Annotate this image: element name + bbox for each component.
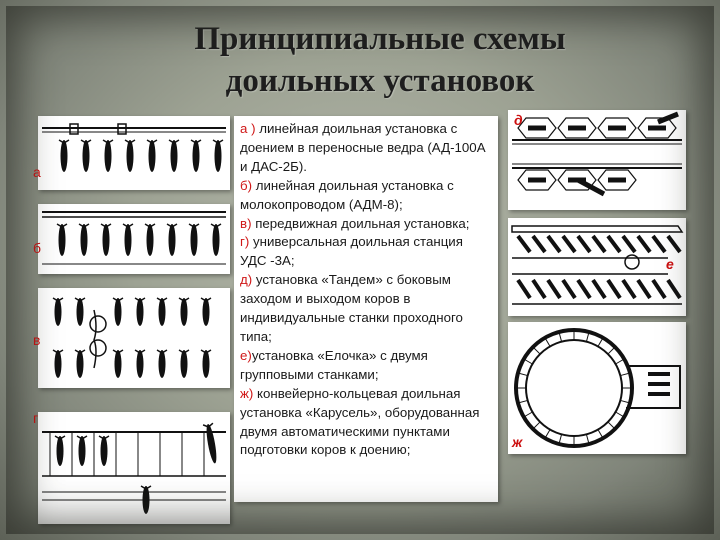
scheme-b-drawing — [38, 204, 230, 274]
scheme-panel-e — [508, 218, 686, 316]
cow-figure — [157, 298, 167, 326]
scheme-d-label: д — [514, 112, 523, 128]
description-marker: е) — [240, 347, 252, 363]
cow-figure — [201, 298, 211, 326]
cow-figure — [135, 298, 145, 326]
cow-figure — [179, 298, 189, 326]
cow-figure — [213, 140, 223, 172]
description-text: универсальная доильная станция УДС -3А; — [240, 234, 463, 269]
scheme-v-drawing — [38, 288, 230, 388]
title-line-2: доильных установок — [225, 63, 535, 99]
scheme-panel-b — [33, 204, 230, 274]
description-text: установка «Елочка» с двумя групповыми станками; — [240, 347, 428, 382]
cow-figure — [211, 224, 221, 256]
cow-figure — [169, 140, 179, 172]
cow-figure — [157, 350, 167, 378]
scheme-zh-drawing — [508, 322, 686, 454]
description-item — [240, 347, 492, 385]
scheme-d-drawing — [508, 110, 686, 210]
description-item — [240, 215, 492, 234]
cow-figure — [189, 224, 199, 256]
description-text: передвижная доильная установка; — [251, 215, 470, 231]
slide-title — [120, 18, 640, 102]
cow-figure — [59, 140, 69, 172]
cow-figure — [145, 224, 155, 256]
cow-figure — [55, 436, 65, 466]
scheme-g-label: г — [33, 410, 39, 426]
description-item — [240, 177, 492, 215]
scheme-v-label: в — [33, 332, 41, 348]
cow-figure — [113, 298, 123, 326]
description-marker: ж) — [240, 385, 254, 401]
description-box — [234, 116, 498, 502]
scheme-e-label: е — [666, 256, 674, 272]
scheme-b-label: б — [33, 240, 42, 256]
description-marker: в) — [240, 215, 252, 231]
description-item — [240, 271, 492, 347]
cow-figure — [99, 436, 109, 466]
cow-figure — [77, 436, 87, 466]
cow-figure — [147, 140, 157, 172]
description-text: установка «Тандем» с боковым заходом и выходом коров в индивидуальные станки проходного типа; — [240, 272, 463, 344]
title-line-1: Принципиальные схемы — [194, 21, 566, 57]
description-item — [240, 120, 492, 177]
cow-figure — [103, 140, 113, 172]
scheme-a-label: а — [33, 164, 41, 180]
description-text: линейная доильная установка с молокопроводом (АДМ-8); — [240, 177, 454, 212]
cow-figure — [201, 350, 211, 378]
scheme-e-drawing — [508, 218, 686, 316]
scheme-panel-g — [33, 410, 230, 524]
cow-figure — [113, 350, 123, 378]
cow-figure — [79, 224, 89, 256]
description-text: конвейерно-кольцевая доильная установка «Карусель», оборудованная двумя автоматическими пунктами подготовки коров к доению; — [240, 385, 480, 458]
scheme-panel-zh — [508, 322, 686, 454]
cow-figure — [167, 224, 177, 256]
cow-figure — [75, 350, 85, 378]
cow-figure — [141, 486, 151, 514]
description-item — [240, 385, 492, 461]
description-item — [240, 233, 492, 271]
description-marker: б) — [240, 177, 253, 193]
description-marker: г) — [240, 234, 250, 250]
cow-figure — [53, 350, 63, 378]
cow-figure — [53, 298, 63, 326]
description-marker: д) — [240, 272, 253, 288]
cow-figure — [101, 224, 111, 256]
scheme-panel-v — [33, 288, 230, 388]
cow-figure — [75, 298, 85, 326]
scheme-a-drawing — [38, 116, 230, 190]
scheme-panel-a — [33, 116, 230, 190]
scheme-panel-d — [508, 110, 686, 210]
description-marker: а ) — [240, 121, 256, 136]
description-text: линейная доильная установка с доением в переносные ведра (АД-100А и ДАС-2Б). — [240, 121, 486, 174]
cow-figure — [191, 140, 201, 172]
cow-figure — [81, 140, 91, 172]
scheme-g-drawing — [38, 412, 230, 524]
cow-figure — [123, 224, 133, 256]
cow-figure — [179, 350, 189, 378]
cow-figure — [203, 423, 220, 464]
cow-figure — [125, 140, 135, 172]
cow-figure — [57, 224, 67, 256]
cow-figure — [135, 350, 145, 378]
description-list — [240, 120, 492, 460]
scheme-zh-label: ж — [512, 434, 523, 450]
